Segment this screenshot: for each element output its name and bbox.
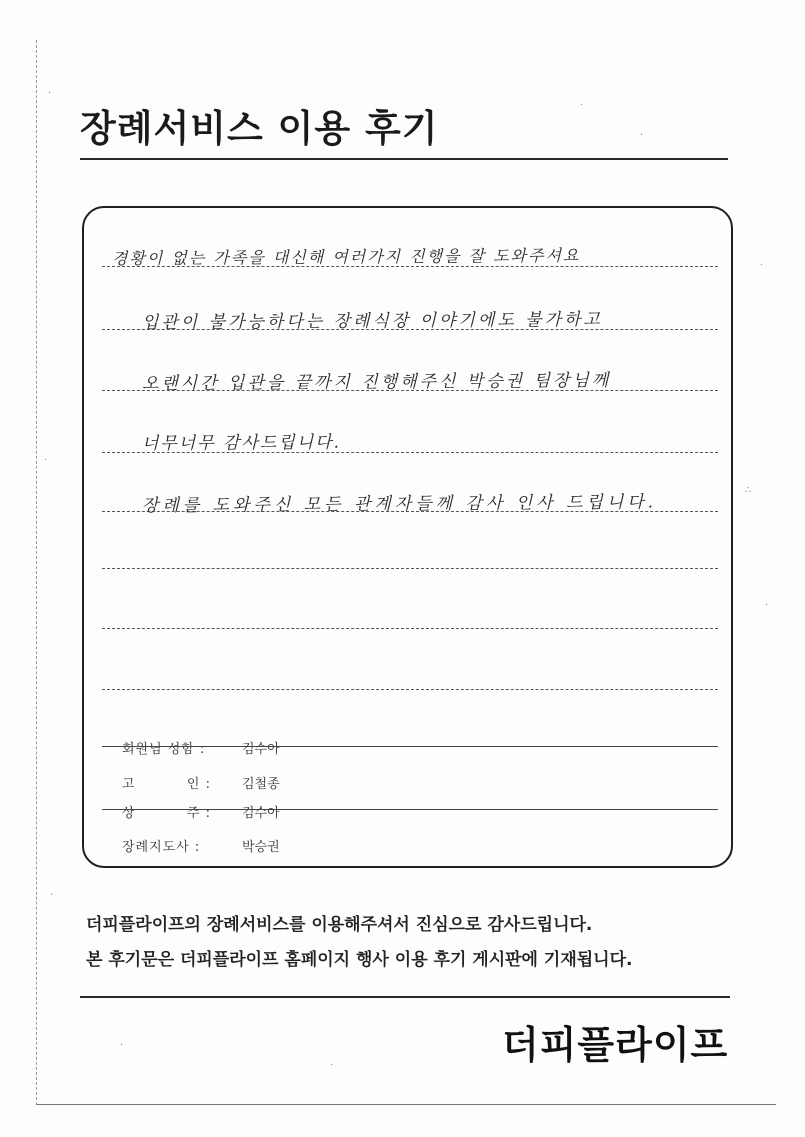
field-value-deceased: 김철종: [242, 777, 280, 792]
thanks-line: 더피플라이프의 장례서비스를 이용해주셔서 진심으로 감사드립니다.: [86, 915, 593, 935]
field-rule: [102, 809, 718, 810]
handwritten-line: 경황이 없는 가족을 대신해 여러가지 진행을 잘 도와주셔요: [111, 245, 581, 269]
field-value-chief-mourner: 김수아: [242, 806, 280, 821]
handwritten-line: 오랜시간 입관을 끝까지 진행해주신 박승권 팀장님께: [141, 370, 612, 394]
page-edge-bottom: [36, 1104, 776, 1106]
field-rule: [102, 746, 718, 747]
writing-rule: [102, 628, 718, 629]
scan-speck: ·: [760, 260, 764, 271]
handwritten-line: 장례를 도와주신 모든 관계자들께 감사 인사 드립니다.: [141, 492, 658, 516]
field-label-funeral-director: 장례지도사 :: [122, 840, 201, 855]
writing-rule: [102, 689, 718, 690]
handwritten-line: 너무너무 감사드립니다.: [141, 432, 342, 454]
field-value-funeral-director: 박승권: [242, 840, 280, 855]
field-value-member-name: 김수아: [242, 742, 280, 757]
writing-rule: [102, 568, 718, 569]
brand-logo: 더피플라이프: [502, 1023, 729, 1067]
field-label-deceased: 고 인 :: [122, 777, 211, 792]
scan-speck: ·: [44, 455, 48, 466]
page-edge-left: [36, 40, 38, 1105]
handwritten-line: 입관이 불가능하다는 장례식장 이야기에도 불가하고: [141, 309, 603, 333]
scan-speck: ∴: [745, 485, 752, 496]
footer-rule: [80, 996, 730, 998]
scan-speck: ·: [580, 100, 584, 111]
field-label-chief-mourner: 상 주 :: [122, 806, 211, 821]
scan-speck: ·: [765, 600, 769, 611]
notice-line: 본 후기문은 더피플라이프 홈페이지 행사 이용 후기 게시판에 기재됩니다.: [86, 950, 633, 970]
scan-speck: ·: [640, 130, 644, 141]
title-rule: [80, 158, 728, 160]
document-title: 장례서비스 이용 후기: [80, 107, 439, 150]
scan-speck: ·: [120, 1040, 124, 1051]
scan-speck: ·: [50, 890, 54, 901]
scan-speck: ·: [330, 1060, 334, 1071]
scan-speck: ·: [48, 88, 52, 99]
field-label-member-name: 회원님 성함 :: [122, 742, 206, 757]
